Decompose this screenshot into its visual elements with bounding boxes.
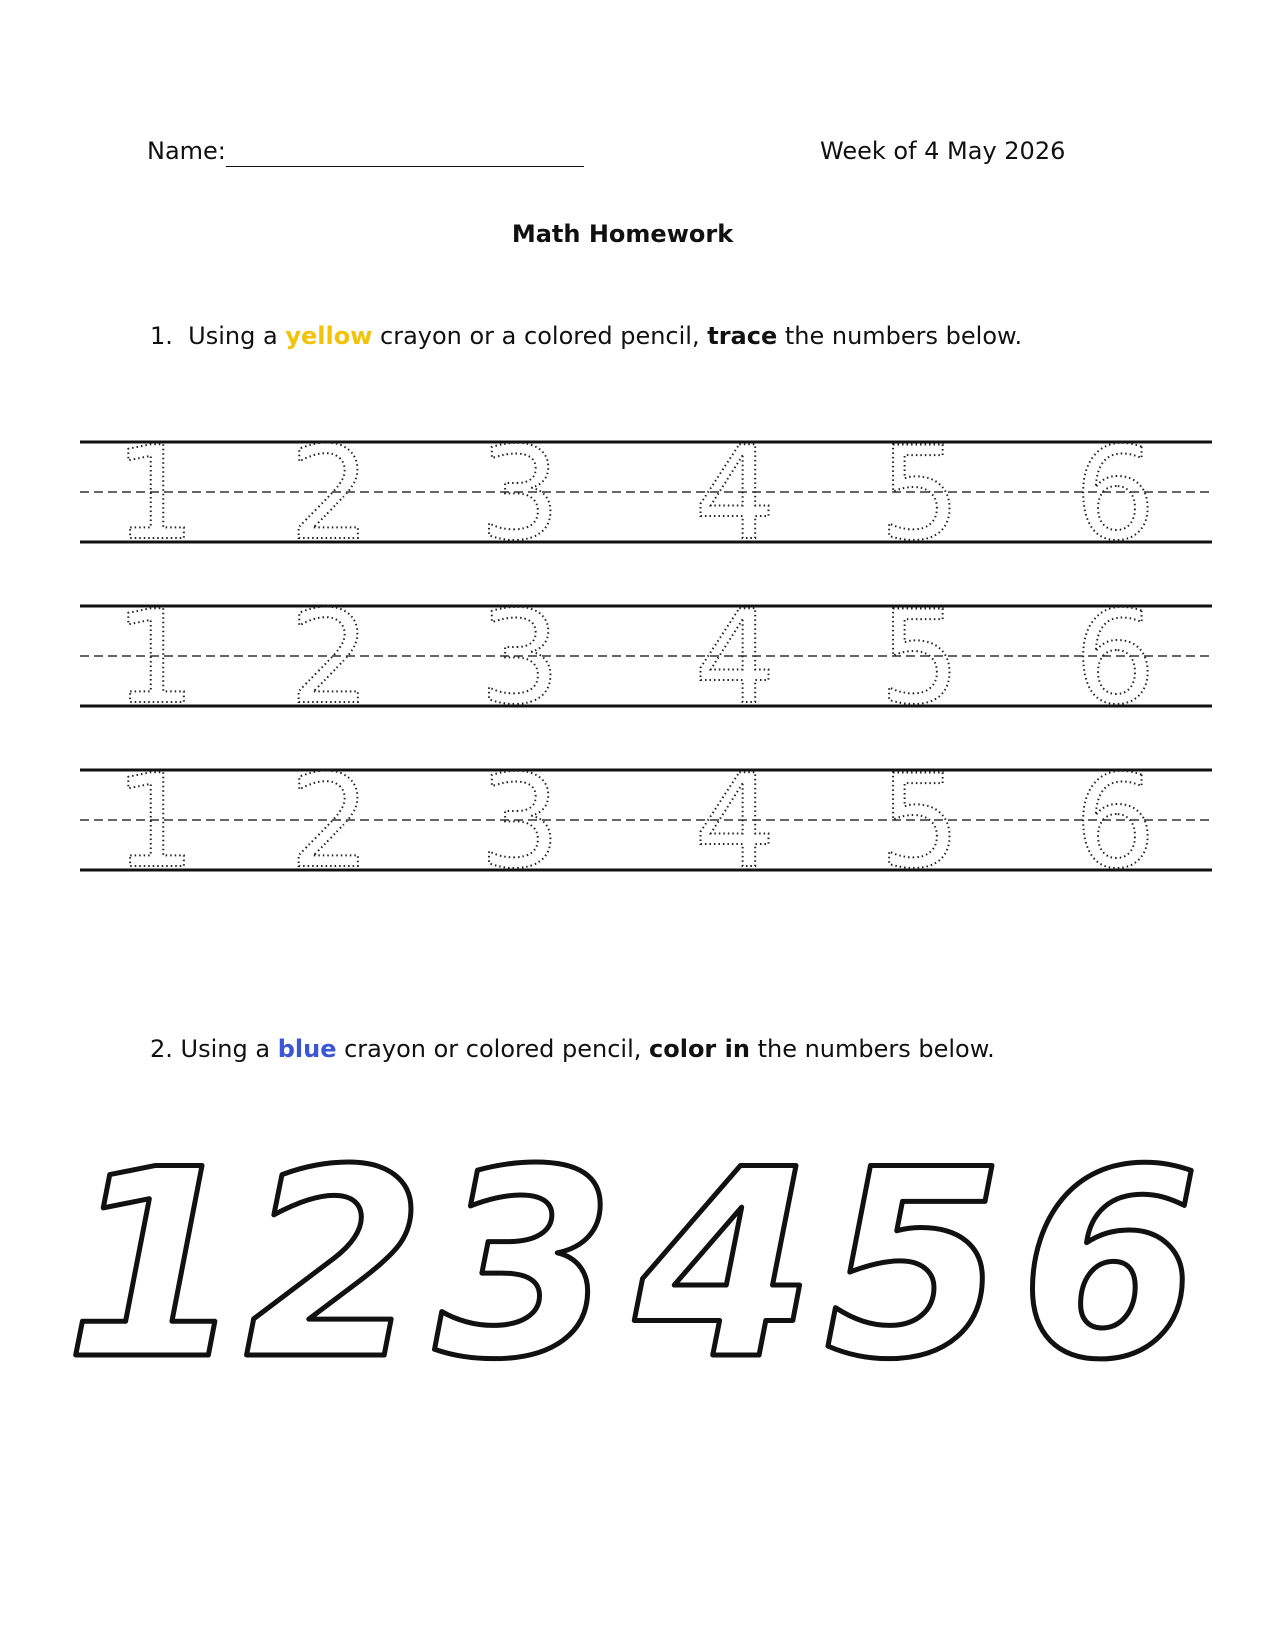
page-title: Math Homework [511,220,734,248]
trace-digit[interactable]: 5 [879,584,961,733]
coloring-digit[interactable]: 2 [244,1130,426,1390]
coloring-digit[interactable]: 4 [634,1130,816,1390]
trace-digit[interactable]: 3 [479,584,561,733]
instruction-2-action-word: color in [649,1035,750,1063]
trace-digit[interactable]: 6 [1074,420,1156,569]
instruction-2-color-word: blue [277,1035,337,1063]
instruction-2-text-c: the numbers below. [749,1035,995,1063]
trace-digit[interactable]: 5 [879,420,961,569]
week-label: Week of 4 May 2026 [820,137,1066,165]
trace-digit[interactable]: 2 [289,748,371,880]
coloring-digit[interactable]: 1 [64,1130,246,1390]
instruction-1-text-c: the numbers below. [777,322,1023,350]
trace-digit[interactable]: 2 [289,584,371,733]
coloring-digit[interactable]: 6 [1019,1130,1201,1390]
instruction-1-action-word: trace [707,322,778,350]
trace-digit[interactable]: 1 [114,420,196,569]
tracing-row [80,748,1212,880]
instruction-2-text-a: Using a [180,1035,278,1063]
coloring-digit[interactable]: 5 [824,1130,1006,1390]
instruction-1-text-a: Using a [188,322,286,350]
trace-digit[interactable]: 1 [114,584,196,733]
instruction-1-number: 1. [150,322,173,350]
trace-digit[interactable]: 6 [1074,748,1156,880]
instruction-1-text-b: crayon or a colored pencil, [372,322,708,350]
trace-digit[interactable]: 1 [114,748,196,880]
coloring-area [0,1130,1275,1390]
name-blank-line[interactable] [226,166,584,167]
instruction-1-color-word: yellow [285,322,373,350]
trace-digit[interactable]: 2 [289,420,371,569]
trace-digit[interactable]: 6 [1074,584,1156,733]
tracing-row [80,584,1212,733]
name-label: Name: [147,137,226,165]
trace-digit[interactable]: 4 [694,748,776,880]
trace-digit[interactable]: 3 [479,420,561,569]
trace-digit[interactable]: 5 [879,748,961,880]
instruction-2 [150,1035,995,1063]
tracing-area [0,420,1275,880]
trace-digit[interactable]: 4 [694,584,776,733]
tracing-row [80,420,1212,569]
instruction-2-text-b: crayon or colored pencil, [336,1035,649,1063]
trace-digit[interactable]: 4 [694,420,776,569]
trace-digit[interactable]: 3 [479,748,561,880]
instruction-2-number: 2. [150,1035,173,1063]
coloring-digit[interactable]: 3 [434,1130,616,1390]
instruction-1 [150,322,1022,350]
